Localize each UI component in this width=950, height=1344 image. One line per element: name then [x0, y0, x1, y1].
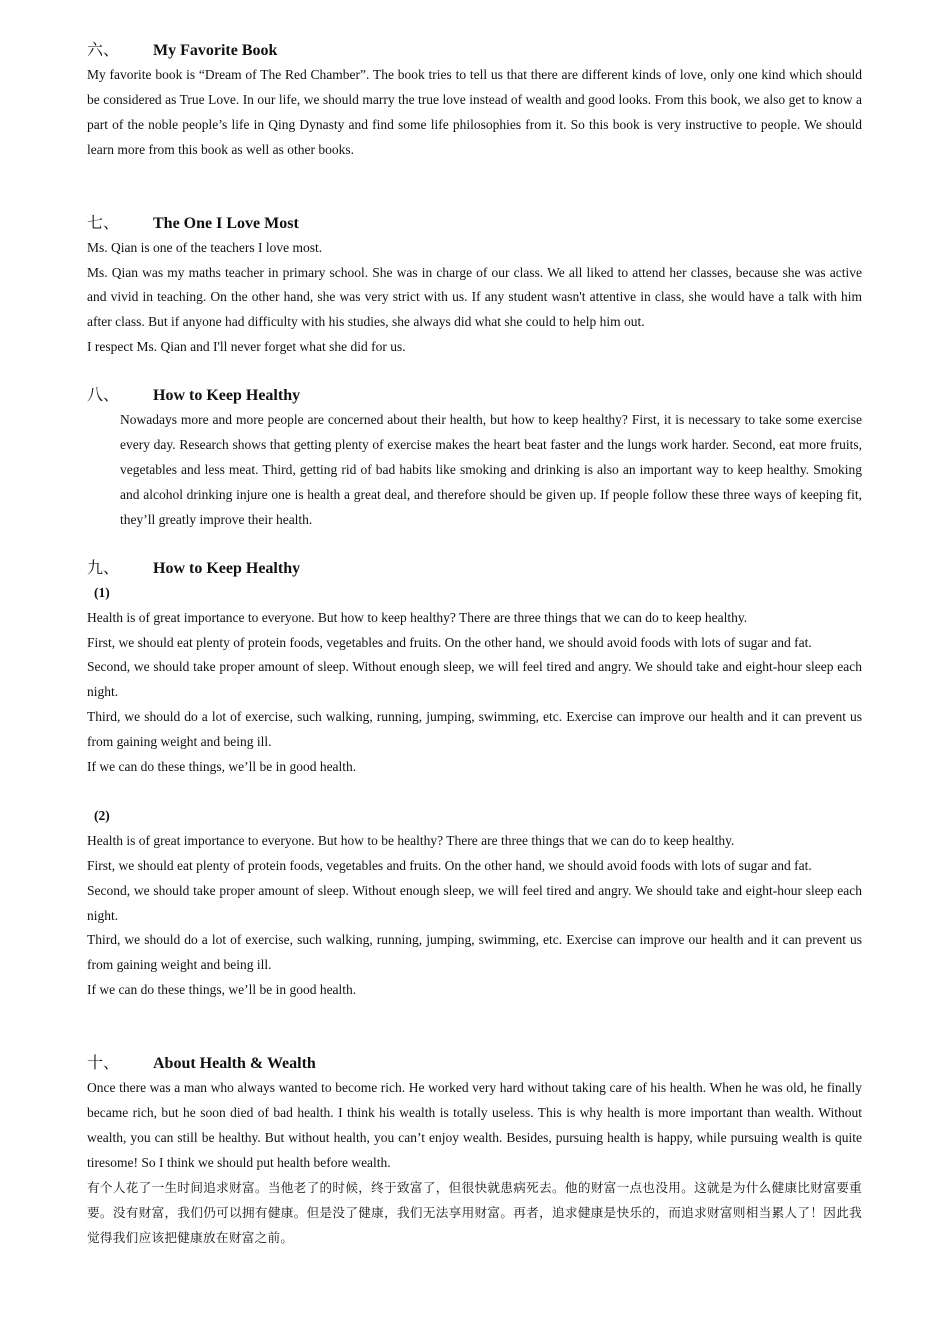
section-title: About Health & Wealth: [153, 1055, 316, 1073]
section-how-to-keep-healthy-2: [87, 555, 862, 1004]
section-how-to-keep-healthy-1: [87, 382, 862, 533]
section-number: 六、: [87, 40, 120, 59]
section-heading: [87, 37, 862, 63]
paragraph: Health is of great importance to everyone. But how to keep healthy? There are three things that we can do to keep healthy.: [87, 609, 748, 625]
paragraph: Ms. Qian is one of the teachers I love most.: [87, 239, 323, 255]
section-heading: [87, 210, 862, 236]
section-heading: [87, 555, 862, 581]
paragraph: Second, we should take proper amount of sleep. Without enough sleep, we will feel tired and angry. We should take and eight-hour sleep each night.: [87, 659, 862, 700]
paragraph: Once there was a man who always wanted to become rich. He worked very hard without taking care of his health. When he was old, he finally became rich, but he soon died of bad health. I think his wealth is totally useless. This is why health is more important than wealth. Without wealth, you can still be healthy. But without health, you can’t enjoy wealth. Besides, pursuing health is happy, while pursuing wealth is quite tiresome! So I think we should put health before wealth.: [87, 1080, 862, 1170]
paragraph: If we can do these things, we’ll be in good health.: [87, 982, 357, 998]
paragraph: Third, we should do a lot of exercise, such walking, running, jumping, swimming, etc. Exercise can improve our health and it can prevent us from gaining weight and being ill.: [87, 932, 862, 973]
paragraph: Health is of great importance to everyone. But how to be healthy? There are three things that we can do to keep healthy.: [87, 832, 735, 848]
section-my-favorite-book: [87, 37, 862, 163]
section-number: 八、: [87, 385, 120, 405]
section-number: 九、: [87, 557, 120, 577]
paragraph: First, we should eat plenty of protein foods, vegetables and fruits. On the other hand, we should avoid foods with lots of sugar and fat.: [87, 634, 812, 650]
section-title: My Favorite Book: [153, 42, 278, 59]
subsection-label: (1): [94, 584, 110, 600]
paragraph: First, we should eat plenty of protein foods, vegetables and fruits. On the other hand, we should avoid foods with lots of sugar and fat.: [87, 857, 812, 873]
paragraph: Nowadays more and more people are concerned about their health, but how to keep healthy? First, it is necessary to take some exercise every day. Research shows that getting plenty of exercise makes the heart beat faster and the lungs work harder. Second, eat more fruits, vegetables and less meat. Third, getting rid of bad habits like smoking and drinking is also an important way to keep healthy. Smoking and alcohol drinking injure one is health a great deal, and therefore should be given up. If people follow these three ways of keeping fit, they’ll greatly improve their health.: [120, 412, 862, 527]
section-title: How to Keep Healthy: [153, 387, 301, 405]
subsection-label: (2): [94, 807, 110, 823]
paragraph-chinese: 有个人花了一生时间追求财富。当他老了的时候，终于致富了，但很快就患病死去。他的财富一点也没用。这就是为什么健康比财富要重要。没有财富，我们仍可以拥有健康。但是没了健康，我们无法享用财富。再者，追求健康是快乐的，而追求财富则相当累人了！因此我觉得我们应该把健康放在财富之前。: [87, 1179, 862, 1245]
section-the-one-i-love-most: [87, 210, 862, 361]
section-title: The One I Love Most: [153, 214, 299, 232]
paragraph: I respect Ms. Qian and I'll never forget what she did for us.: [87, 339, 406, 355]
paragraph: Ms. Qian was my maths teacher in primary school. She was in charge of our class. We all liked to attend her classes, because she was active and vivid in teaching. On the other hand, she was very strict with us. If any student wasn't attentive in class, she would have a talk with him after class. But if anyone had difficulty with his studies, she always did what she could to help him out.: [87, 264, 862, 330]
section-number: 七、: [87, 212, 120, 232]
section-title: How to Keep Healthy: [153, 559, 301, 577]
document-page: [87, 37, 862, 1251]
paragraph: My favorite book is “Dream of The Red Chamber”. The book tries to tell us that there are different kinds of love, only one kind which should be considered as True Love. In our life, we should marry the true love instead of wealth and good looks. From this book, we also get to know a part of the noble people’s life in Qing Dynasty and find some life philosophies from it. So this book is very instructive to people. We should learn more from this book as well as other books.: [87, 67, 862, 157]
section-about-health-and-wealth: [87, 1050, 862, 1250]
paragraph: Second, we should take proper amount of sleep. Without enough sleep, we will feel tired and angry. We should take and eight-hour sleep each night.: [87, 882, 862, 923]
paragraph: Third, we should do a lot of exercise, such walking, running, jumping, swimming, etc. Exercise can improve our health and it can prevent us from gaining weight and being ill.: [87, 709, 862, 750]
section-heading: [87, 1050, 862, 1076]
section-number: 十、: [87, 1053, 120, 1073]
paragraph: If we can do these things, we’ll be in good health.: [87, 759, 357, 775]
section-heading: [87, 382, 862, 408]
